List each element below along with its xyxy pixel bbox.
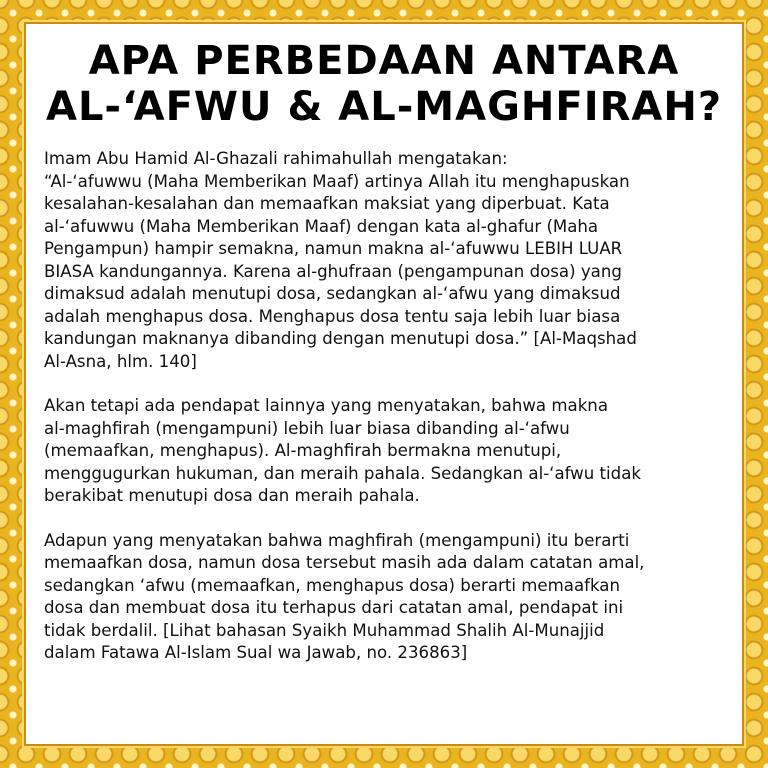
title-line-2: AL-‘AFWU & AL-MAGHFIRAH? — [45, 84, 723, 130]
page-title — [26, 38, 742, 130]
paragraph-other-opinion: Akan tetapi ada pendapat lainnya yang menyatakan, bahwa makna al-maghfirah (mengampuni) lebih luar biasa dibanding al-‘afwu (memaafkan, menghapus). Al-maghfirah bermakna menutupi, menggugurkan hukuman, dan meraih pahala. Sedangkan al-‘afwu tidak berakibat menutupi dosa dan meraih pahala. — [44, 396, 641, 505]
paragraph-conclusion: Adapun yang menyatakan bahwa maghfirah (mengampuni) itu berarti memaafkan dosa, namun dosa tersebut masih ada dalam catatan amal, sedangkan ‘afwu (memaafkan, menghapus dosa) berarti memaafkan dosa dan membuat dosa itu terhapus dari catatan amal, pendapat ini tidak berdalil. [Lihat bahasan Syaikh Muhammad Shalih Al-Munajjid dalam Fatawa Al-Islam Sual wa Jawab, no. 236863] — [44, 530, 645, 662]
article-body — [44, 148, 728, 687]
title-line-1: APA PERBEDAAN ANTARA — [88, 38, 680, 84]
content-panel — [26, 24, 742, 744]
paragraph-ghazali-quote: Imam Abu Hamid Al-Ghazali rahimahullah mengatakan: “Al-‘afuwwu (Maha Memberikan Maaf) artinya Allah itu menghapuskan kesalahan-kesalahan dan memaafkan maksiat yang diperbuat. Kata al-‘afuwwu (Maha Memberikan Maaf) dengan kata al-ghafur (Maha Pengampun) hampir semakna, namun makna al-‘afuwwu LEBIH LUAR BIASA kandungannya. Karena al-ghufraan (pengampunan dosa) yang dimaksud adalah menutupi dosa, sedangkan al-‘afwu yang dimaksud adalah menghapus dosa. Menghapus dosa tentu saja lebih luar biasa kandungan maknanya dibanding dengan menutupi dosa.” [Al-Maqshad Al-Asna, hlm. 140] — [44, 149, 637, 371]
